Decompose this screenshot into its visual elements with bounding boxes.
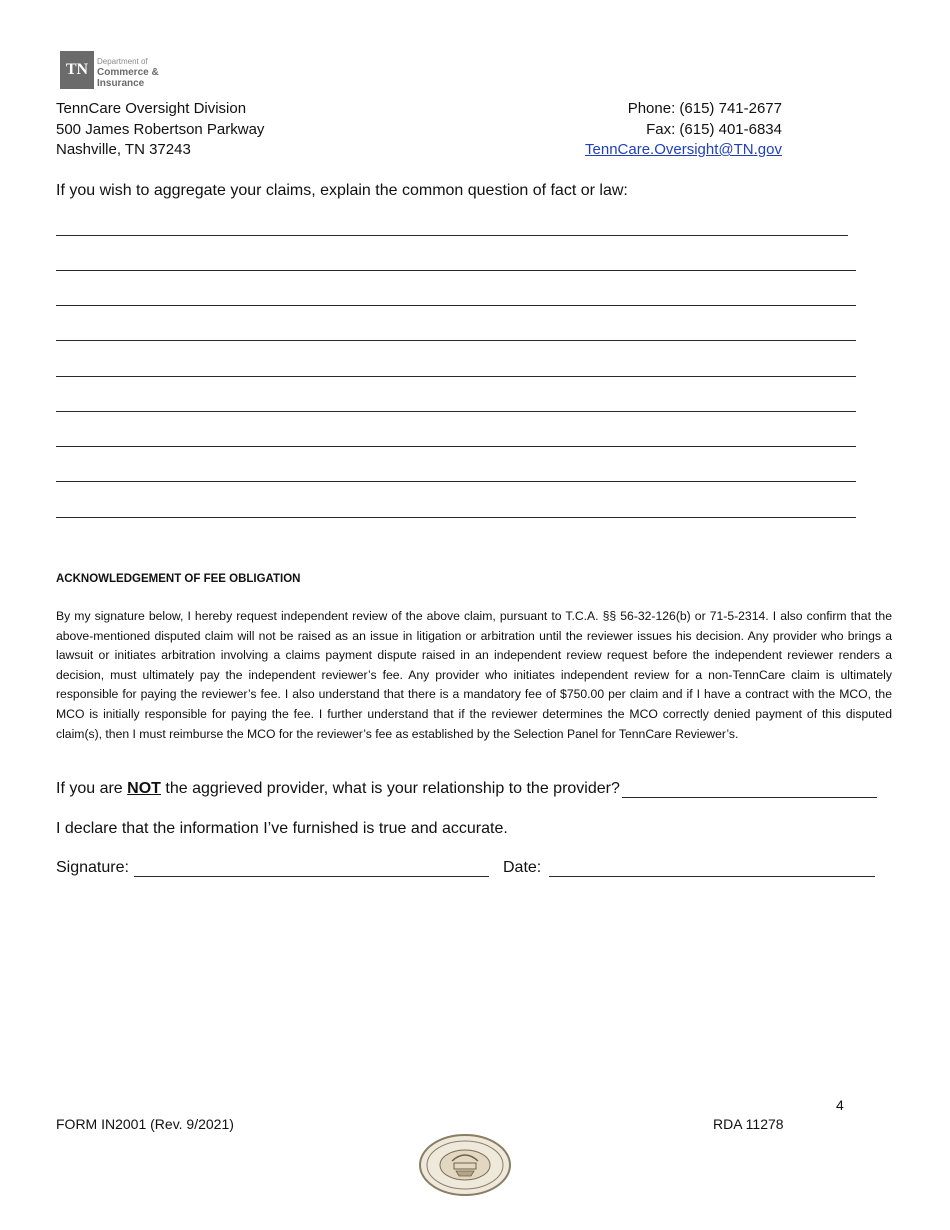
answer-line-6[interactable]	[56, 411, 856, 412]
relationship-question	[56, 780, 620, 798]
phone-number: Phone: (615) 741-2677	[627, 100, 782, 117]
acknowledgement-body: By my signature below, I hereby request independent review of the above claim, pursuant to T.C.A. §§ 56-32-126(b) or 71-5-2314. I also confirm that the above-mentioned disputed claim will not be raised as an issue in litigation or arbitration until the reviewer issues his decision. Any provider who brings a lawsuit or initiates arbitration involving a claims payment dispute raised in an independent review request before the independent reviewer renders a decision, must ultimately pay the independent reviewer’s fee. Any provider who initiates independent review for a non-TennCare claim is ultimately responsible for paying the reviewer’s fee. I also understand that there is a mandatory fee of $750.00 per claim and if I have a contract with the MCO, the MCO is initially responsible for paying the fee. I further understand that if the reviewer determines the MCO correctly denied payment of this disputed claim(s), then I must reimburse the MCO for the reviewer’s fee as established by the Selection Panel for TennCare Reviewer’s.	[56, 609, 892, 741]
logo-department-text	[97, 56, 159, 89]
rda-number: RDA 11278	[713, 1116, 784, 1132]
answer-line-8[interactable]	[56, 481, 856, 482]
date-line[interactable]	[549, 876, 875, 877]
answer-line-5[interactable]	[56, 376, 856, 377]
answer-line-4[interactable]	[56, 340, 856, 341]
email-link[interactable]: TennCare.Oversight@TN.gov	[585, 141, 782, 158]
relationship-not: NOT	[127, 780, 161, 797]
logo-department-name-2: Insurance	[97, 78, 145, 89]
contact-block	[585, 99, 782, 161]
answer-line-7[interactable]	[56, 446, 856, 447]
aggregate-question: If you wish to aggregate your claims, explain the common question of fact or law:	[56, 182, 628, 199]
relationship-suffix: the aggrieved provider, what is your relationship to the provider?	[160, 780, 620, 797]
signature-label: Signature:	[56, 859, 129, 876]
answer-line-1[interactable]	[56, 235, 848, 236]
fax-number: Fax: (615) 401-6834	[646, 120, 782, 138]
relationship-prefix: If you are	[56, 780, 128, 797]
relationship-input-line[interactable]	[622, 797, 877, 798]
address-block	[56, 99, 264, 161]
tn-logo-mark: TN	[60, 51, 94, 89]
date-label: Date:	[503, 859, 542, 876]
answer-line-2[interactable]	[56, 270, 856, 271]
logo-department-name: Commerce &	[97, 67, 159, 78]
city-state-zip: Nashville, TN 37243	[56, 141, 191, 158]
department-logo	[60, 51, 175, 91]
form-id: FORM IN2001 (Rev. 9/2021)	[56, 1116, 234, 1132]
street-address: 500 James Robertson Parkway	[56, 120, 265, 138]
division-name: TennCare Oversight Division	[56, 100, 247, 117]
acknowledgement-title: ACKNOWLEDGEMENT OF FEE OBLIGATION	[56, 573, 301, 585]
declaration-text: I declare that the information I’ve furnished is true and accurate.	[56, 820, 508, 837]
answer-line-3[interactable]	[56, 305, 856, 306]
answer-line-9[interactable]	[56, 517, 856, 518]
page-number: 4	[836, 1097, 844, 1113]
logo-department-of: Department of	[97, 57, 148, 66]
signature-line[interactable]	[134, 876, 489, 877]
state-seal-icon	[418, 1133, 512, 1197]
